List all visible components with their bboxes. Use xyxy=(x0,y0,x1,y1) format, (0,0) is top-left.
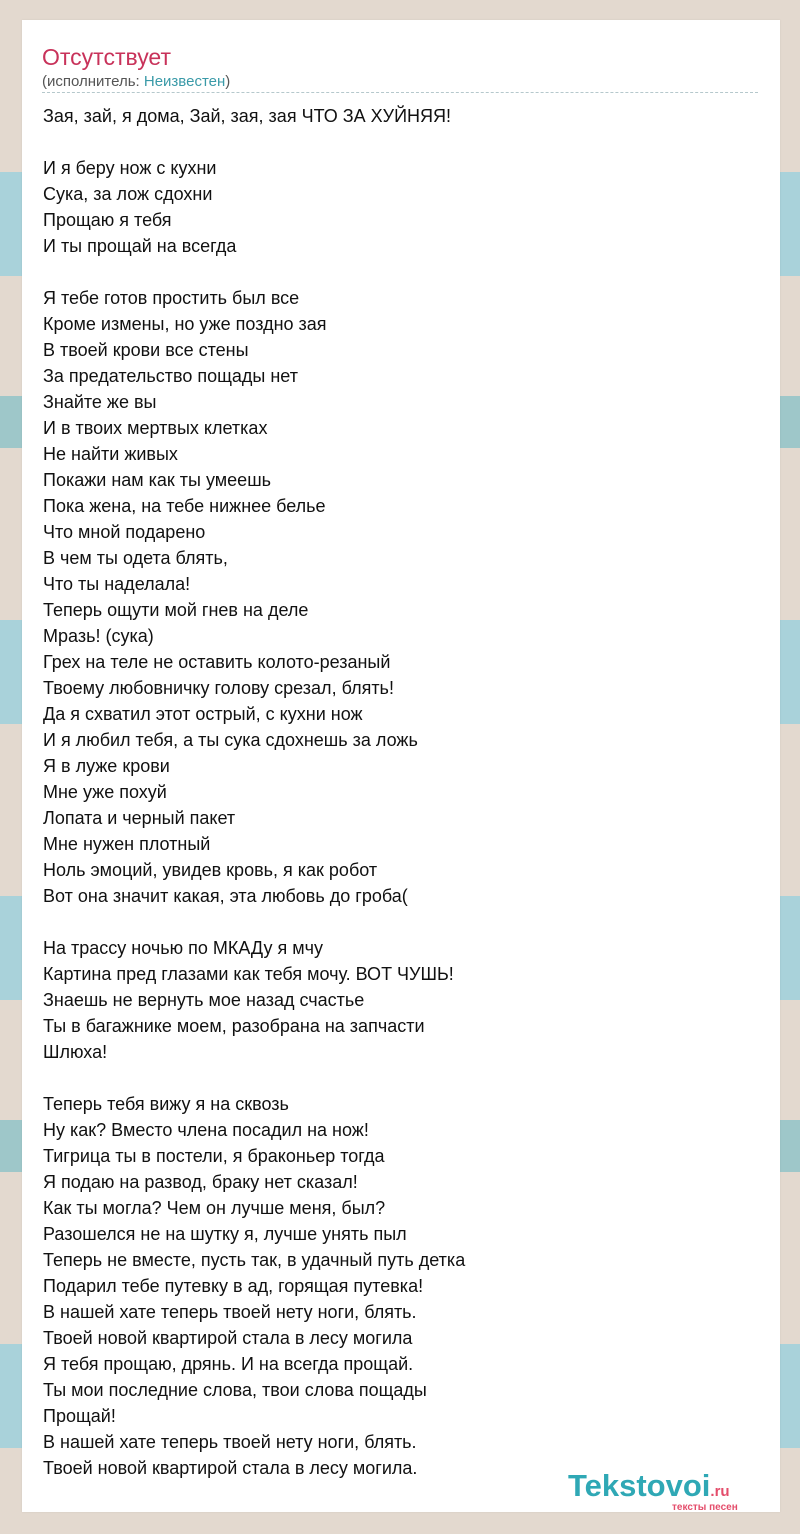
lyric-line: Мразь! (сука) xyxy=(43,626,154,646)
lyric-line: Твоей новой квартирой стала в лесу могила. xyxy=(43,1458,418,1478)
lyric-line xyxy=(43,909,743,935)
lyric-line: Не найти живых xyxy=(43,444,178,464)
lyric-line: Твоему любовничку голову срезал, блять! xyxy=(43,678,394,698)
logo-tagline: тексты песен xyxy=(672,1502,738,1513)
lyric-line: На трассу ночью по МКАДу я мчу xyxy=(43,938,324,958)
lyric-line: Что мной подарено xyxy=(43,522,206,542)
lyric-line: Что ты наделала! xyxy=(43,574,191,594)
lyric-line: Лопата и черный пакет xyxy=(43,808,236,828)
lyric-line: Как ты могла? Чем он лучше меня, был? xyxy=(43,1198,386,1218)
lyric-line: И в твоих мертвых клетках xyxy=(43,418,268,438)
lyric-line: В чем ты одета блять, xyxy=(43,548,228,568)
lyric-line: Ну как? Вместо члена посадил на нож! xyxy=(43,1120,369,1140)
lyric-line: Картина пред глазами как тебя мочу. ВОТ ЧУШЬ! xyxy=(43,964,454,984)
lyric-line: Вот она значит какая, эта любовь до гроба( xyxy=(43,886,408,906)
lyric-line: В нашей хате теперь твоей нету ноги, блять. xyxy=(43,1302,417,1322)
lyric-line: За предательство пощады нет xyxy=(43,366,298,386)
lyric-line: Прощай! xyxy=(43,1406,116,1426)
lyric-line: И я беру нож с кухни xyxy=(43,158,217,178)
lyric-line: Разошелся не на шутку я, лучше унять пыл xyxy=(43,1224,407,1244)
lyric-line: Я в луже крови xyxy=(43,756,170,776)
lyric-line: Грех на теле не оставить колото-резаный xyxy=(43,652,391,672)
lyric-line: Я подаю на развод, браку нет сказал! xyxy=(43,1172,358,1192)
artist-prefix: (исполнитель: xyxy=(42,73,144,90)
lyric-line: Подарил тебе путевку в ад, горящая путевка! xyxy=(43,1276,424,1296)
lyric-line: Теперь тебя вижу я на сквозь xyxy=(43,1094,289,1114)
lyric-line: И ты прощай на всегда xyxy=(43,236,237,256)
lyric-line: Знайте же вы xyxy=(43,392,157,412)
lyric-line: Да я схватил этот острый, с кухни нож xyxy=(43,704,363,724)
artist-link[interactable]: Неизвестен xyxy=(143,73,226,90)
artist-suffix: ) xyxy=(225,73,231,90)
song-title: Отсутствует xyxy=(42,44,171,70)
lyrics-card xyxy=(22,20,780,1512)
lyric-line: Шлюха! xyxy=(43,1042,108,1062)
lyric-line: Я тебе готов простить был все xyxy=(43,288,300,308)
lyric-line: Теперь не вместе, пусть так, в удачный путь детка xyxy=(43,1250,466,1270)
lyric-line: И я любил тебя, а ты сука сдохнешь за ложь xyxy=(43,730,418,750)
lyric-line: Пока жена, на тебе нижнее белье xyxy=(43,496,326,516)
lyric-line: Я тебя прощаю, дрянь. И на всегда прощай. xyxy=(43,1354,414,1374)
lyric-line xyxy=(43,129,743,155)
lyric-line: Покажи нам как ты умеешь xyxy=(43,470,272,490)
logo-name: Tekstovoi xyxy=(568,1468,711,1503)
lyric-line: Мне уже похуй xyxy=(43,782,167,802)
lyric-line: Ты мои последние слова, твои слова пощады xyxy=(43,1380,427,1400)
lyric-line: Кроме измены, но уже поздно зая xyxy=(43,314,327,334)
lyric-line: В твоей крови все стены xyxy=(43,340,249,360)
lyric-line xyxy=(43,1065,743,1091)
lyric-line: Зая, зай, я дома, Зай, зая, зая ЧТО ЗА ХУЙНЯЯ! xyxy=(43,106,452,126)
site-logo[interactable] xyxy=(568,1468,780,1512)
lyric-line: Тигрица ты в постели, я браконьер тогда xyxy=(43,1146,385,1166)
title-divider xyxy=(42,92,758,93)
lyric-line: В нашей хате теперь твоей нету ноги, блять. xyxy=(43,1432,417,1452)
lyric-line: Знаешь не вернуть мое назад счастье xyxy=(43,990,365,1010)
lyric-line: Сука, за лож сдохни xyxy=(43,184,213,204)
lyric-line: Ты в багажнике моем, разобрана на запчасти xyxy=(43,1016,425,1036)
lyric-line: Ноль эмоций, увидев кровь, я как робот xyxy=(43,860,378,880)
lyric-line: Теперь ощути мой гнев на деле xyxy=(43,600,309,620)
lyric-line: Твоей новой квартирой стала в лесу могила xyxy=(43,1328,413,1348)
logo-tld: .ru xyxy=(710,1483,730,1500)
lyric-line: Мне нужен плотный xyxy=(43,834,211,854)
lyric-line: Прощаю я тебя xyxy=(43,210,172,230)
lyric-line xyxy=(43,259,743,285)
artist-line xyxy=(42,72,230,92)
lyrics-text xyxy=(43,103,743,1481)
